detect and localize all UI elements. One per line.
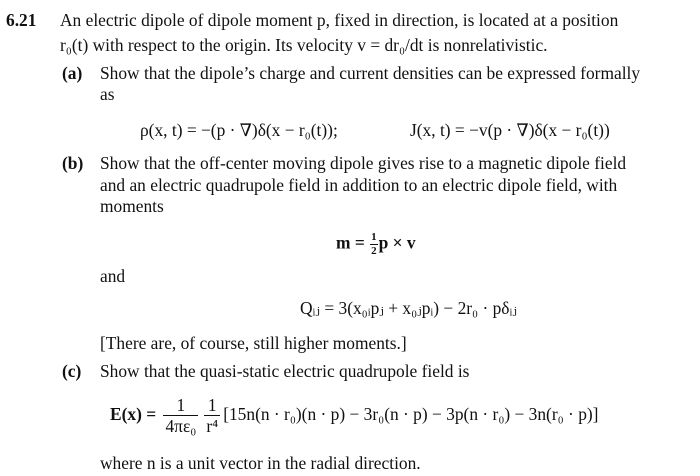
fraction-1-numerator: 1	[163, 396, 198, 416]
part-b-text-line-3: moments	[100, 196, 164, 216]
intro-line-1: An electric dipole of dipole moment p, fixed in direction, is located at a position	[60, 10, 619, 30]
fraction-1-denominator: 4πε₀	[165, 416, 197, 437]
part-a-text-line-2: as	[100, 84, 115, 104]
part-b-text-line-2: and an electric quadrupole field in addition to an electric dipole field, with	[100, 175, 618, 195]
part-a-text-line-1: Show that the dipole’s charge and current densities can be expressed formally	[100, 63, 641, 83]
fraction-r-fourth	[204, 396, 220, 436]
quadrupole-field-equation	[110, 396, 598, 436]
magnetic-moment-equation	[336, 232, 416, 257]
intro-line-2: r₀(t) with respect to the origin. Its velocity v = dr₀/dt is nonrelativistic.	[60, 35, 548, 55]
problem-number: 6.21	[6, 10, 37, 30]
charge-density-equation: ρ(x, t) = −(p · ∇)δ(x − r₀(t));	[140, 120, 338, 140]
unit-vector-footer: where n is a unit vector in the radial direction.	[100, 453, 421, 473]
one-half-fraction	[370, 232, 378, 257]
part-b-text-line-1: Show that the off-center moving dipole gives rise to a magnetic dipole field	[100, 153, 627, 173]
fraction-4-pi-epsilon	[163, 396, 198, 436]
part-a-label: (a)	[62, 63, 83, 83]
fraction-2-numerator: 1	[204, 396, 220, 416]
part-b-label: (b)	[62, 153, 84, 173]
m-eq-lhs: m =	[336, 232, 370, 253]
and-word: and	[100, 266, 126, 286]
part-c-text-line-1: Show that the quasi-static electric quadrupole field is	[100, 361, 470, 381]
quadrupole-moment-equation: Qᵢⱼ = 3(x₀ᵢpⱼ + x₀ⱼpᵢ) − 2r₀ · pδᵢⱼ	[300, 298, 517, 318]
fraction-2-denominator: r⁴	[206, 416, 219, 437]
current-density-equation: J(x, t) = −v(p · ∇)δ(x − r₀(t))	[410, 120, 610, 140]
e-rhs: [15n(n · r₀)(n · p) − 3r₀(n · p) − 3p(n · r₀) − 3n(r₀ · p)]	[223, 403, 599, 424]
e-lhs: E(x) =	[110, 403, 161, 424]
higher-moments-note: [There are, of course, still higher moments.]	[100, 333, 407, 353]
one-half-denominator: 2	[371, 244, 377, 257]
part-c-label: (c)	[62, 361, 82, 381]
one-half-numerator: 1	[371, 231, 377, 243]
m-eq-rhs: p × v	[378, 232, 416, 253]
